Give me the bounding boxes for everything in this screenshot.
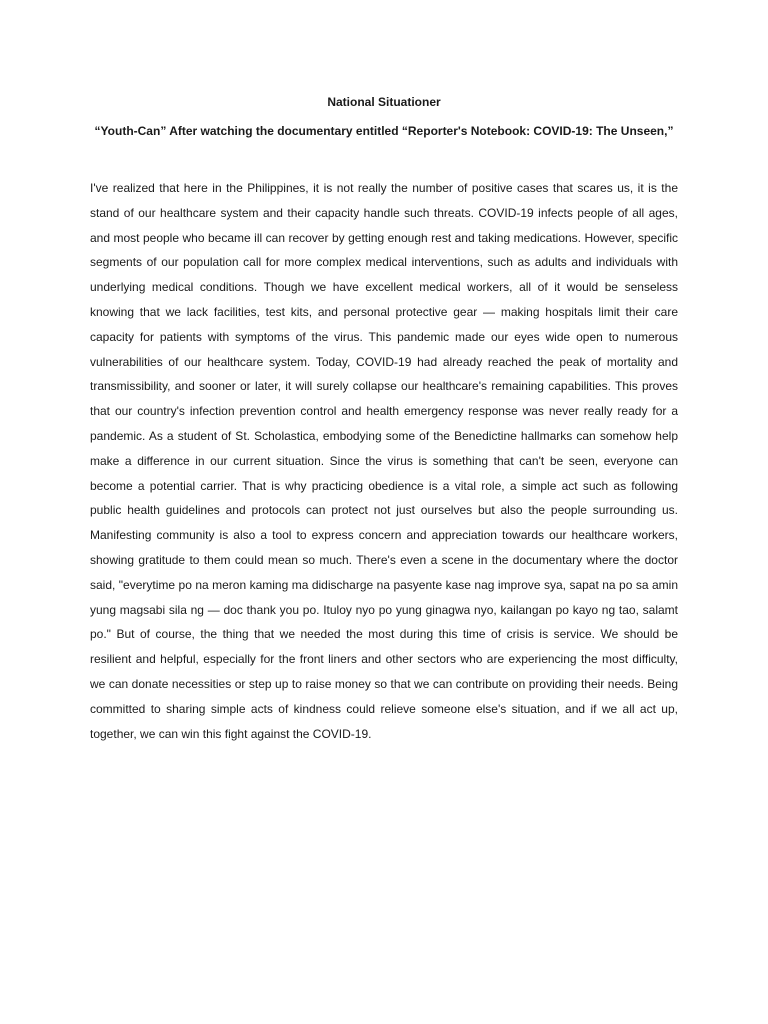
document-subtitle: “Youth-Can” After watching the documentary entitled “Reporter's Notebook: COVID-19: The Unseen,” [94, 124, 674, 138]
body-paragraph: I've realized that here in the Philippines, it is not really the number of positive cases that scares us, it is the stand of our healthcare system and their capacity handle such threats. COVID-19 infects people of all ages, and most people who became ill can recover by getting enough rest and taking medications. However, specific segments of our population call for more complex medical interventions, such as adults and individuals with underlying medical conditions. Though we have excellent medical workers, all of it would be senseless knowing that we lack facilities, test kits, and personal protective gear — making hospitals limit their care capacity for patients with symptoms of the virus. This pandemic made our eyes wide open to numerous vulnerabilities of our healthcare system. Today, COVID-19 had already reached the peak of mortality and transmissibility, and sooner or later, it will surely collapse our healthcare's remaining capabilities. This proves that our country's infection prevention control and health emergency response was never really ready for a pandemic. As a student of St. Scholastica, embodying some of the Benedictine hallmarks can somehow help make a difference in our current situation. Since the virus is something that can't be seen, everyone can become a potential carrier. That is why practicing obedience is a vital role, a simple act such as following public health guidelines and protocols can protect not just ourselves but also the people surrounding us. Manifesting community is also a tool to express concern and appreciation towards our healthcare workers, showing gratitude to them could mean so much. There's even a scene in the documentary where the doctor said, "everytime po na meron kaming ma didischarge na pasyente kase nag improve sya, sapat na po sa amin yung magsabi sila ng — doc thank you po. Ituloy nyo po yung ginagwa nyo, kailangan po kayo ng tao, salamt po." But of course, the thing that we needed the most during this time of crisis is service. We should be resilient and helpful, especially for the front liners and other sectors who are experiencing the most difficulty, we can donate necessities or step up to raise money so that we can contribute on providing their needs. Being committed to sharing simple acts of kindness could relieve someone else's situation, and if we all act up, together, we can win this fight against the COVID-19. [90, 181, 678, 741]
document-title: National Situationer [327, 95, 441, 109]
